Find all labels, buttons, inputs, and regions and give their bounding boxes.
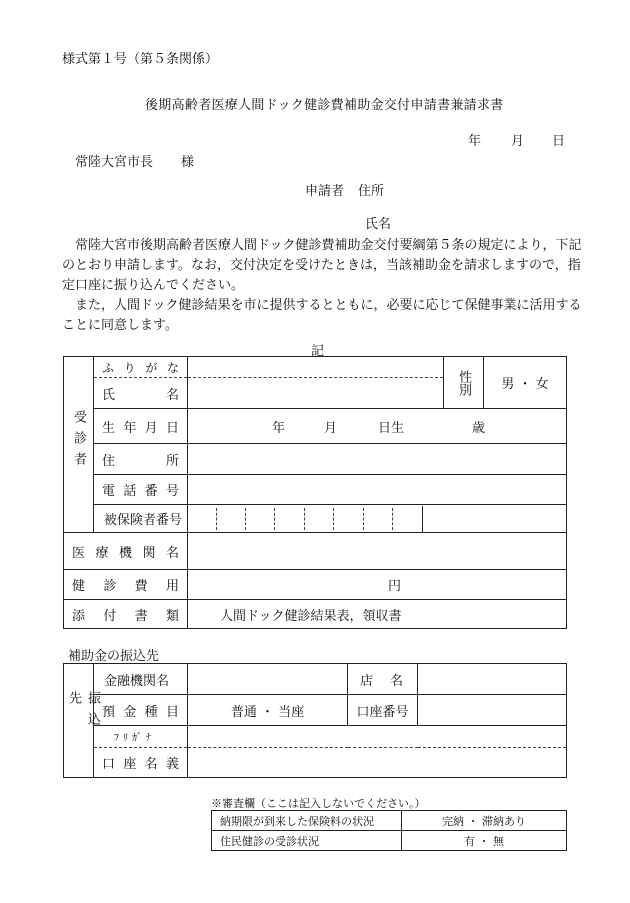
bank-section-title: 補助金の振込先 <box>68 649 160 664</box>
institution-field[interactable] <box>188 533 567 570</box>
label-char: 氏 <box>102 387 116 403</box>
label-char: 所 <box>165 453 179 469</box>
bank-group-cell <box>64 664 100 778</box>
bank-name-label-cell <box>94 664 188 695</box>
insured-no-label: 被保険者番号 <box>104 513 183 528</box>
digit-divider <box>392 508 393 530</box>
birth-year-label: 年 <box>272 421 286 436</box>
label-char: 座 <box>123 757 137 772</box>
institution-label-cell <box>64 533 188 570</box>
review-note: ※審査欄（ここは記入しないでください。） <box>211 797 426 810</box>
digit-end-divider <box>422 506 423 532</box>
examinee-group-cell <box>64 357 94 533</box>
label-char: ふ <box>102 360 115 375</box>
label-char: 日 <box>165 420 179 436</box>
attachments-field <box>188 600 567 629</box>
account-furigana-label-cell <box>94 726 188 748</box>
birth-day-label: 日生 <box>378 421 405 436</box>
bank-table <box>63 663 567 778</box>
label-char: 名 <box>144 757 158 772</box>
date-day-label: 日 <box>552 134 566 149</box>
attachments-value: 人間ドック健診結果表，領収書 <box>220 608 402 624</box>
label-char: 類 <box>165 608 179 624</box>
label-char: 話 <box>123 484 137 499</box>
label-char: 生 <box>102 420 116 436</box>
furigana-field[interactable] <box>188 357 444 378</box>
digit-divider <box>274 508 275 530</box>
account-no-label: 口座番号 <box>356 704 409 720</box>
age-label: 歳 <box>472 421 486 436</box>
label-char: 目 <box>165 704 179 720</box>
label-char: 健 <box>72 579 86 594</box>
attachments-label-cell <box>64 600 188 629</box>
label-char: 金 <box>123 704 137 720</box>
date-year-label: 年 <box>468 134 482 149</box>
label-char: 電 <box>102 484 116 499</box>
branch-label-cell <box>348 664 418 695</box>
gender-label: 性別 <box>456 369 471 396</box>
label-char: 名 <box>165 387 179 403</box>
label-char: 機 <box>118 545 132 561</box>
applicant-name-label: 氏名 <box>365 217 392 232</box>
label-char: り <box>123 360 136 375</box>
fee-unit: 円 <box>388 579 402 594</box>
label-char: 店 <box>360 673 374 689</box>
bank-name-label: 金融機関名 <box>104 673 170 689</box>
name-label-cell <box>94 378 188 409</box>
address-label-cell <box>94 444 188 475</box>
phone-field[interactable] <box>188 475 567 505</box>
review-value-premium: 完納 ・ 滞納あり <box>402 811 567 831</box>
birth-month-label: 月 <box>324 421 338 436</box>
label-char: な <box>166 360 179 375</box>
label-char: 書 <box>134 608 148 624</box>
bank-name-field[interactable] <box>188 664 348 695</box>
deposit-type-label-cell <box>94 695 188 726</box>
birth-field[interactable] <box>188 409 567 444</box>
label-char: 種 <box>144 704 158 720</box>
consent-statement: また，人間ドック健診結果を市に提供するとともに，必要に応じて保健事業に活用することに同意します。 <box>62 298 582 333</box>
digit-divider <box>304 508 305 530</box>
fee-field[interactable] <box>188 570 567 600</box>
document-title: 後期高齢者医療人間ドック健診費補助金交付申請書兼請求書 <box>145 98 504 113</box>
applicant-address-label: 住所 <box>358 184 385 199</box>
label-char: 費 <box>134 579 148 594</box>
digit-divider <box>245 508 246 530</box>
form-number: 様式第１号（第５条関係） <box>62 52 219 67</box>
ki-label: 記 <box>311 344 325 359</box>
deposit-type-field[interactable] <box>188 695 348 726</box>
digit-divider <box>363 508 364 530</box>
account-no-label-cell <box>348 695 418 726</box>
phone-label-cell <box>94 475 188 505</box>
address-field[interactable] <box>188 444 567 475</box>
label-char: 住 <box>102 453 116 469</box>
account-name-field[interactable] <box>188 748 567 778</box>
label-char: 号 <box>165 484 179 499</box>
examinee-group-label: 受診者 <box>71 409 86 473</box>
application-table <box>63 356 567 629</box>
label-char: 付 <box>103 608 117 624</box>
insured-no-field[interactable] <box>188 505 567 533</box>
label-char: 年 <box>123 420 137 436</box>
gender-field[interactable] <box>484 357 567 409</box>
label-char: 用 <box>165 579 179 594</box>
furigana-label-cell <box>94 357 188 378</box>
date-month-label: 月 <box>511 134 525 149</box>
birth-label-cell <box>94 409 188 444</box>
review-label-premium: 納期限が到来した保険料の状況 <box>212 811 402 831</box>
digit-divider <box>216 508 217 530</box>
fee-label-cell <box>64 570 188 600</box>
applicant-label: 申請者 <box>305 184 345 199</box>
branch-field[interactable] <box>418 664 567 695</box>
label-char: 関 <box>142 545 156 561</box>
label-char: 月 <box>144 420 158 436</box>
gender-options: 男 ・ 女 <box>501 377 549 392</box>
label-char: 医 <box>72 545 86 561</box>
review-value-checkup: 有 ・ 無 <box>402 831 567 851</box>
gender-label-cell <box>444 357 484 409</box>
label-char: が <box>145 360 158 375</box>
insured-no-label-cell <box>94 505 188 533</box>
label-char: 預 <box>102 704 116 720</box>
name-field[interactable] <box>188 378 444 409</box>
label-char: 診 <box>103 579 117 594</box>
review-table <box>211 810 567 851</box>
label-char: 番 <box>144 484 158 499</box>
label-char: 口 <box>102 757 116 772</box>
account-name-label-cell <box>94 748 188 778</box>
label-char: 名 <box>165 545 179 561</box>
label-char: 義 <box>165 757 179 772</box>
review-label-checkup: 住民健診の受診状況 <box>212 831 402 851</box>
label-char: 添 <box>72 608 86 624</box>
label-char: 療 <box>95 545 109 561</box>
application-statement: 常陸大宮市後期高齢者医療人間ドック健診費補助金交付要綱第５条の規定により，下記のとおり申請します。なお，交付決定を受けたときは，当該補助金を請求しますので，指定口座に振り込んでください。 <box>62 238 582 293</box>
label-char: 名 <box>389 673 403 689</box>
digit-divider <box>333 508 334 530</box>
account-furigana-field[interactable] <box>188 726 567 748</box>
account-furigana-label: ﾌﾘｶﾞﾅ <box>114 733 155 744</box>
addressee: 常陸大宮市長 <box>75 155 154 170</box>
deposit-type-options: 普通 ・ 当座 <box>230 704 305 720</box>
bank-group-label: 振込先 <box>66 690 100 733</box>
account-no-field[interactable] <box>418 695 567 726</box>
addressee-honorific: 様 <box>181 155 195 170</box>
